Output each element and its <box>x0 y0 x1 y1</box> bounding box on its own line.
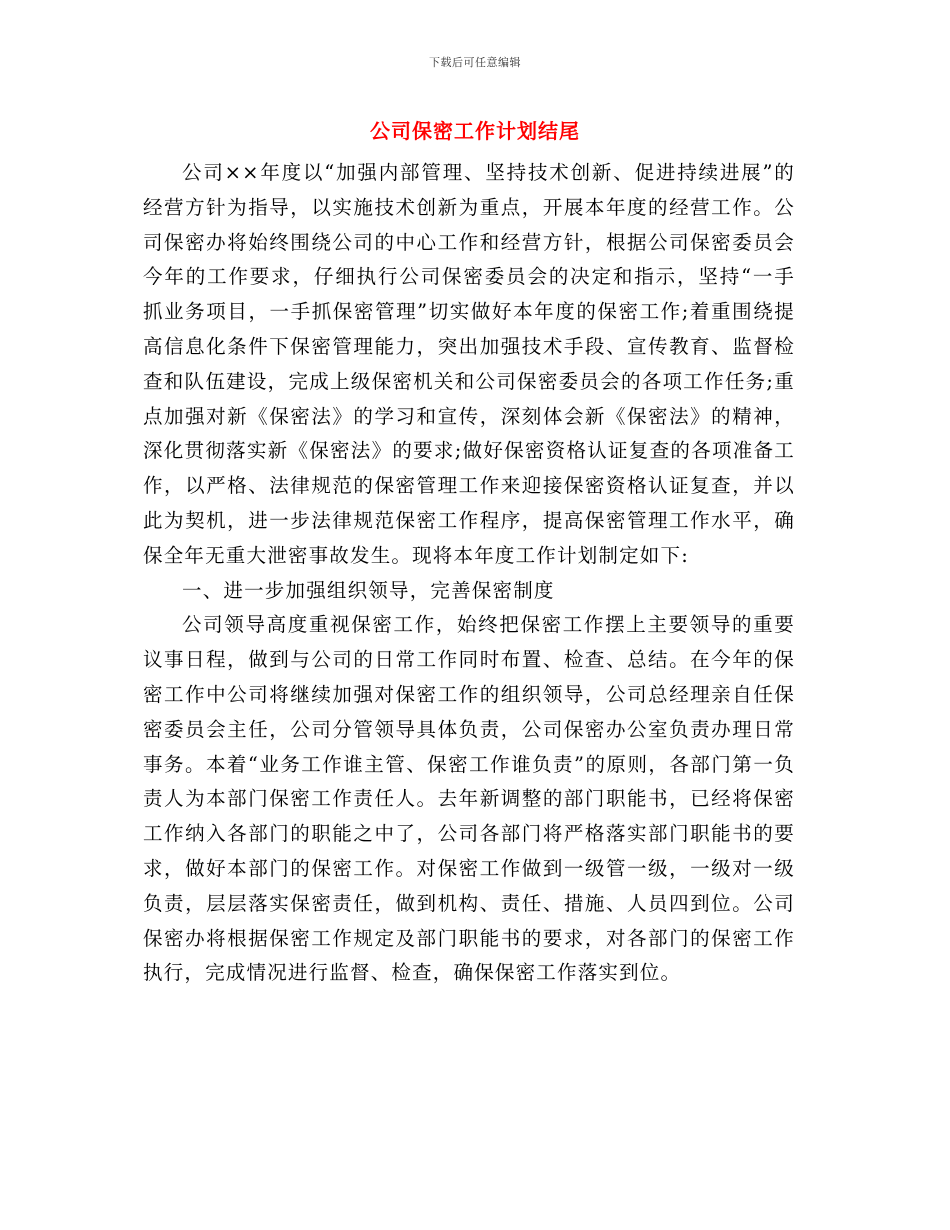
section-heading-1: 一、进一步加强组织领导，完善保密制度 <box>182 578 555 602</box>
header-note: 下载后可任意编辑 <box>429 56 521 69</box>
paragraph-section-1: 公司领导高度重视保密工作，始终把保密工作摆上主要领导的重要议事日程，做到与公司的日常工作同时布置、检查、总结。在今年的保密工作中公司将继续加强对保密工作的组织领导，公司总经理亲自任保密委员会主任，公司分管领导具体负责，公司保密办公室负责办理日常事务。本着“业务工作谁主管、保密工作谁负责”的原则，各部门第一负责人为本部门保密工作责任人。去年新调整的部门职能书，已经将保密工作纳入各部门的职能之中了，公司各部门将严格落实部门职能书的要求，做好本部门的保密工作。对保密工作做到一级管一级，一级对一级负责，层层落实保密责任，做到机构、责任、措施、人员四到位。公司保密办将根据保密工作规定及部门职能书的要求，对各部门的保密工作执行，完成情况进行监督、检查，确保保密工作落实到位。 <box>143 613 795 985</box>
document-title: 公司保密工作计划结尾 <box>370 119 580 143</box>
document-body <box>143 156 795 991</box>
paragraph-intro: 公司××年度以“加强内部管理、坚持技术创新、促进持续进展”的经营方针为指导，以实施技术创新为重点，开展本年度的经营工作。公司保密办将始终围绕公司的中心工作和经营方针，根据公司保密委员会今年的工作要求，仔细执行公司保密委员会的决定和指示，坚持“一手抓业务项目，一手抓保密管理”切实做好本年度的保密工作;着重围绕提高信息化条件下保密管理能力，突出加强技术手段、宣传教育、监督检查和队伍建设，完成上级保密机关和公司保密委员会的各项工作任务;重点加强对新《保密法》的学习和宣传，深刻体会新《保密法》的精神，深化贯彻落实新《保密法》的要求;做好保密资格认证复查的各项准备工作，以严格、法律规范的保密管理工作来迎接保密资格认证复查，并以此为契机，进一步法律规范保密工作程序，提高保密管理工作水平，确保全年无重大泄密事故发生。现将本年度工作计划制定如下: <box>143 161 795 567</box>
